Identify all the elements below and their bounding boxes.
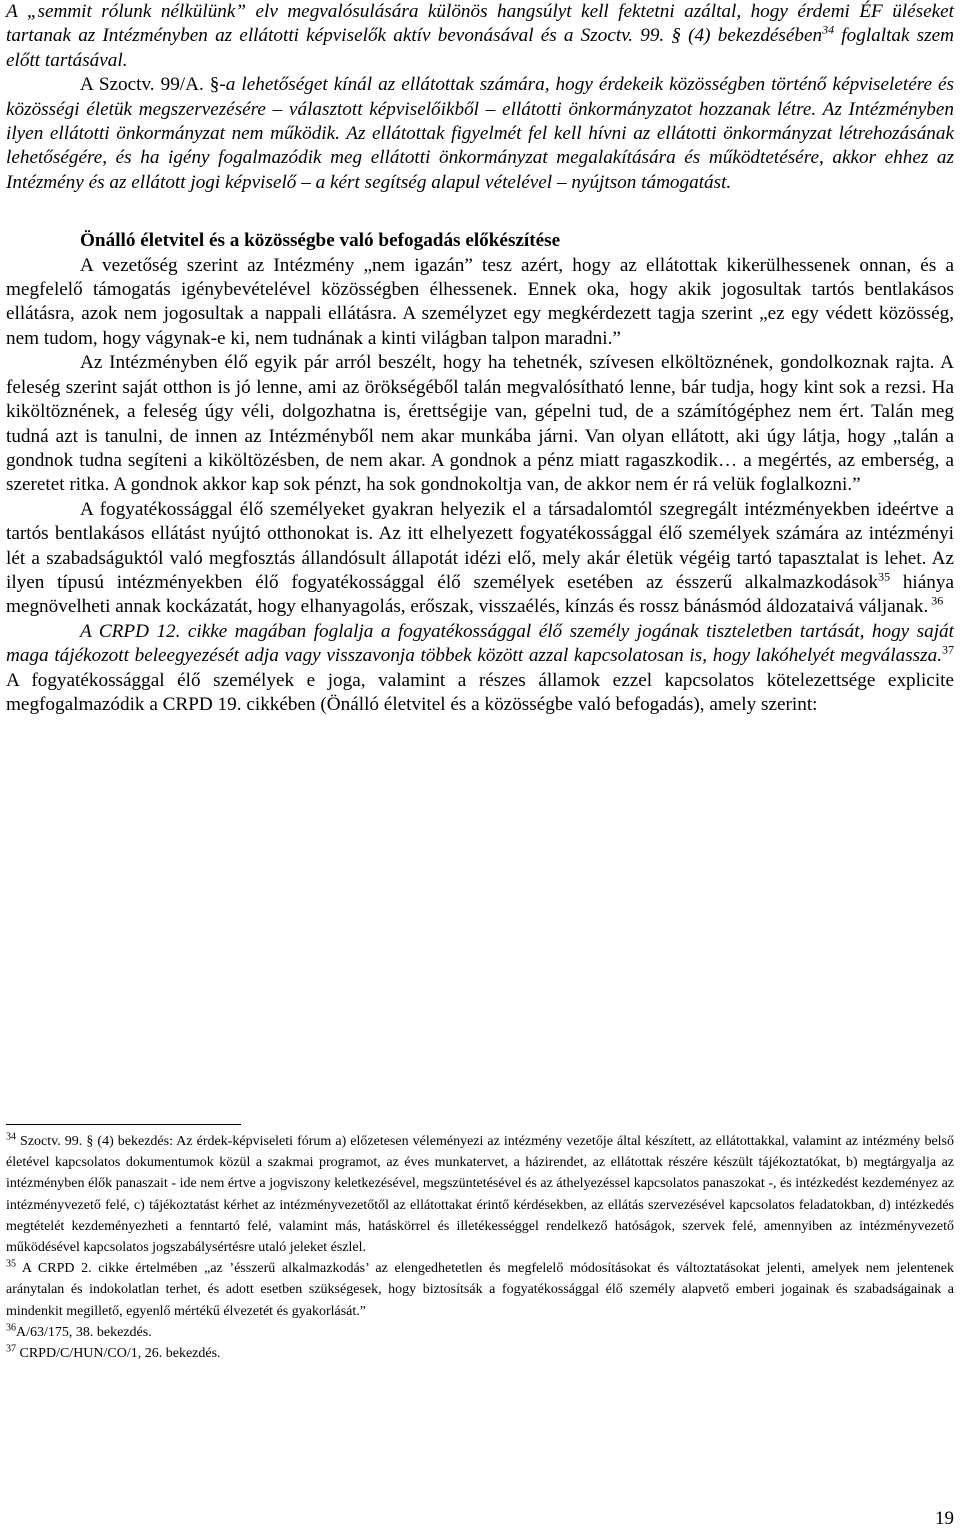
footnote-36	[6, 1322, 954, 1343]
footnote-text: A CRPD 2. cikke értelmében „az ’ésszerű alkalmazkodás’ az elengedhetetlen és megfelelő módosításokat és változtatásokat jelenti, amelyek nem jelentenek aránytalan és indokolatlan terhet, és adott esetben szükségesek, hogy biztosítsák a fogyatékossággal élő személy alapvető emberi jogainak és szabadságainak a mindenkit megillető, egyenlő mértékű élvezetét és gyakorlását.”	[6, 1261, 954, 1319]
paragraph-par-elkoltozes: Az Intézményben élő egyik pár arról beszélt, hogy ha tehetnék, szívesen elköltöznének, gondolkoznak rajta. A feleség szerint saját otthon is jó lenne, ami az örökségéből talán megvalósítható lenne, bár tudja, hogy kint sok a rezsi. Ha kiköltöznének, a feleség úgy véli, dolgozhatna is, érettségije van, gépelni tud, de a számítógéphez nem ért. Talán meg tudná azt is tanulni, de innen az Intézményből nem akar munkába járni. Van olyan ellátott, aki úgy látja, hogy „talán a gondnok tudna segíteni a kiköltözésben, de nem akar. A gondnok a pénz miatt ragaszkodik… a megértés, az emberség, a szeretet ritka. A gondnok akkor kap sok pénzt, ha sok gondnokoltja van, de akkor nem ér rá velük foglalkozni.”	[6, 352, 954, 496]
footnote-text: A/63/175, 38. bekezdés.	[16, 1324, 152, 1340]
paragraph-text: A Szoctv. 99/A. §	[80, 74, 220, 96]
page-number: 19	[935, 1508, 954, 1529]
footnote-text: Szoctv. 99. § (4) bekezdés: Az érdek-képviseleti fórum a) előzetesen véleményezi az intézmény vezetője által készített, az ellátottakkal, valamint az intézmény belső életével kapcsolatos dokumentumok közül a szakmai programot, az éves munkatervet, a házirendet, az ellátottak részére készült tájékoztatókat, b) megtárgyalja az intézményben élők panaszait - ide nem értve a jogviszony keletkezésével, megszüntetésével és az áthelyezéssel kapcsolatos panaszokat -, és intézkedést kezdeményez az intézményvezető felé, c) tájékoztatást kérhet az intézményvezetőtől az ellátottakat érintő kérdésekben, az ellátás szervezésével kapcsolatos feladatokban, d) intézkedés megtételét kezdeményezheti a fenntartó felé, valamint más, hatáskörrel és illetékességgel rendelkező hatóságok, szervek felé, amennyiben az intézményvezető működésével kapcsolatos jogszabálysértésre utaló jeleket észlel.	[6, 1134, 954, 1256]
paragraph-text: -a lehetőséget kínál az ellátottak számára, hogy érdekeik közösségben történő képviseletére és közösségi életük megszervezésére – választott képviselőikből – ellátotti önkormányzatot hozzanak létre. Az Intézményben ilyen ellátotti önkormányzat nem működik. Az ellátottak figyelmét fel kell hívni az ellátotti önkormányzat létrehozásának lehetőségére, és ha igény fogalmazódik meg ellátotti önkormányzat megalakítására és működtetésére, akkor ehhez az Intézmény és az ellátott jogi képviselő – a kért segítség alapul vételével – nyújtson támogatást.	[6, 74, 954, 193]
footnote-number: 36	[6, 1322, 16, 1334]
footnote-34	[6, 1131, 954, 1258]
paragraph-crpd-12	[6, 620, 954, 718]
paragraph-fogyatekossag-intezmeny	[6, 498, 954, 620]
paragraph-text: A „semmit rólunk nélkülünk” elv megvalósulására különös hangsúlyt kell fektetni azáltal, hogy érdemi ÉF üléseket tartanak az Intézményben az ellátotti képviselők aktív bevonásával és a Szoctv. 99. § (4) bekezdésében	[6, 1, 954, 47]
footnote-35	[6, 1258, 954, 1322]
paragraph-text: A CRPD 12. cikke magában foglalja a fogyatékossággal élő személy jogának tiszteletben tartását, hogy saját maga tájékozott beleegyezését adja vagy visszavonja többek között azzal kapcsolatosan is, hogy lakóhelyét megválassza.	[6, 620, 954, 667]
paragraph-text: foglaltak szem előtt tartásával.	[6, 25, 954, 71]
footnote-37	[6, 1343, 954, 1364]
footnote-separator	[6, 1124, 241, 1125]
paragraph-text: A fogyatékossággal élő személyeket gyakran helyezik el a társadalomtól szegregált intézményekben ideértve a tartós bentlakásos ellátást nyújtó otthonokat is. Az itt elhelyezett fogyatékossággal élő személyek számára az intézményi lét a szabadságuktól való megfosztás állandósult állapotát idézi elő, mely akár életük végéig tartó tapasztalat is lehet. Az ilyen típusú intézményekben élő fogyatékossággal élő személyek esetében az ésszerű alkalmazkodások	[6, 498, 954, 593]
paragraph-text: hiánya megnövelheti annak kockázatát, hogy elhanyagolás, erőszak, visszaélés, kínzás és rossz bánásmód áldozataivá váljanak.	[6, 571, 954, 618]
footnote-ref-34[interactable]: 34	[822, 23, 835, 38]
paragraph-text: A fogyatékossággal élő személyek e joga, valamint a részes államok ezzel kapcsolatos kötelezettsége explicite megfogalmazódik a CRPD 19. cikkében (Önálló életvitel és a közösségbe való befogadás), amely szerint:	[6, 669, 954, 715]
document-page	[6, 0, 954, 717]
footnote-ref-35[interactable]: 35	[878, 569, 891, 584]
section-heading: Önálló életvitel és a közösségbe való befogadás előkészítése	[80, 230, 561, 252]
paragraph-vezetoseg: A vezetőség szerint az Intézmény „nem igazán” tesz azért, hogy az ellátottak kikerülhessenek onnan, és a megfelelő támogatás igénybevételével közösségben élhessenek. Ennek oka, hogy akik jogosultak tartós bentlakásos ellátásra, azok nem jogosultak a nappali ellátásra. A személyzet egy megkérdezett tagja szerint „ez egy védett közösség, nem tudom, hogy vágynak-e ki, nem tudnának a kinti világban talpon maradni.”	[6, 254, 954, 349]
footnote-ref-37[interactable]: 37	[942, 642, 954, 657]
footnote-number: 35	[6, 1258, 16, 1270]
footnote-number: 37	[6, 1343, 16, 1355]
paragraph-semmit-rolunk	[6, 0, 954, 73]
footnote-ref-36[interactable]: 36	[928, 593, 944, 608]
footnotes	[6, 1131, 954, 1364]
footnote-text: CRPD/C/HUN/CO/1, 26. bekezdés.	[16, 1346, 221, 1362]
paragraph-ellatotti-onkormanyzat	[6, 73, 954, 195]
footnote-number: 34	[6, 1131, 16, 1143]
